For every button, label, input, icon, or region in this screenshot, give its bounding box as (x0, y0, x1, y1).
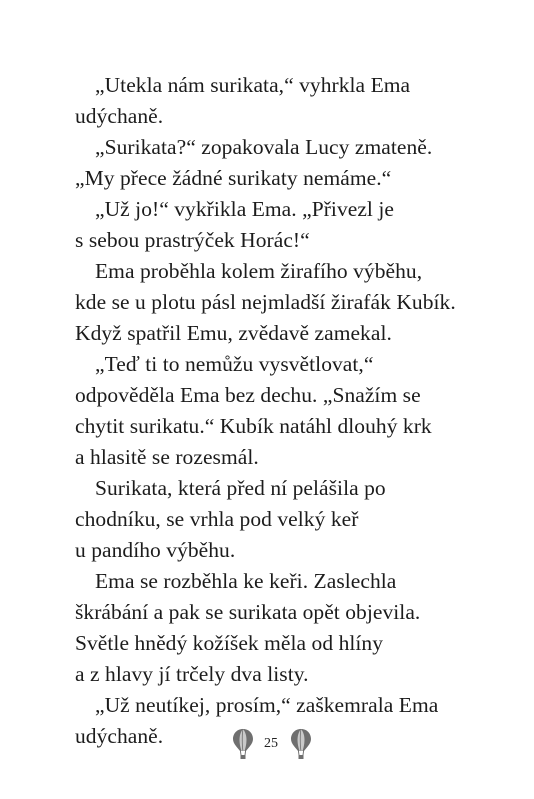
text-line: škrábání a pak se surikata opět objevila. (75, 600, 421, 624)
text-line: „Utekla nám surikata,“ vyhrkla Ema (95, 73, 411, 97)
text-line: u pandího výběhu. (75, 538, 236, 562)
text-line: odpověděla Ema bez dechu. „Snažím se (75, 383, 421, 407)
page-footer (0, 728, 534, 764)
text-line: „Surikata?“ zopakovala Lucy zmateně. (95, 135, 433, 159)
hot-air-balloon-icon (290, 728, 312, 760)
text-line: Ema se rozběhla ke keři. Zaslechla (95, 569, 397, 593)
text-line: Surikata, která před ní pelášila po (95, 476, 386, 500)
text-line: a hlasitě se rozesmál. (75, 445, 259, 469)
text-line: a z hlavy jí trčely dva listy. (75, 662, 309, 686)
text-line: „Teď ti to nemůžu vysvětlovat,“ (95, 352, 374, 376)
text-line: Ema proběhla kolem žirafího výběhu, (95, 259, 423, 283)
text-line: „Už neutíkej, prosím,“ zaškemrala Ema (95, 693, 439, 717)
hot-air-balloon-icon (232, 728, 254, 760)
text-line: s sebou prastrýček Horác!“ (75, 228, 310, 252)
text-line: „My přece žádné surikaty nemáme.“ (75, 166, 392, 190)
text-line: udýchaně. (75, 724, 164, 748)
page-number: 25 (264, 736, 278, 751)
text-line: chytit surikatu.“ Kubík natáhl dlouhý krk (75, 414, 432, 438)
text-line: Když spatřil Emu, zvědavě zamekal. (75, 321, 392, 345)
text-line: udýchaně. (75, 104, 164, 128)
text-line: chodníku, se vrhla pod velký keř (75, 507, 359, 531)
text-line: kde se u plotu pásl nejmladší žirafák Kubík. (75, 290, 456, 314)
book-page-text (75, 70, 495, 752)
text-line: „Už jo!“ vykřikla Ema. „Přivezl je (95, 197, 394, 221)
text-line: Světle hnědý kožíšek měla od hlíny (75, 631, 384, 655)
